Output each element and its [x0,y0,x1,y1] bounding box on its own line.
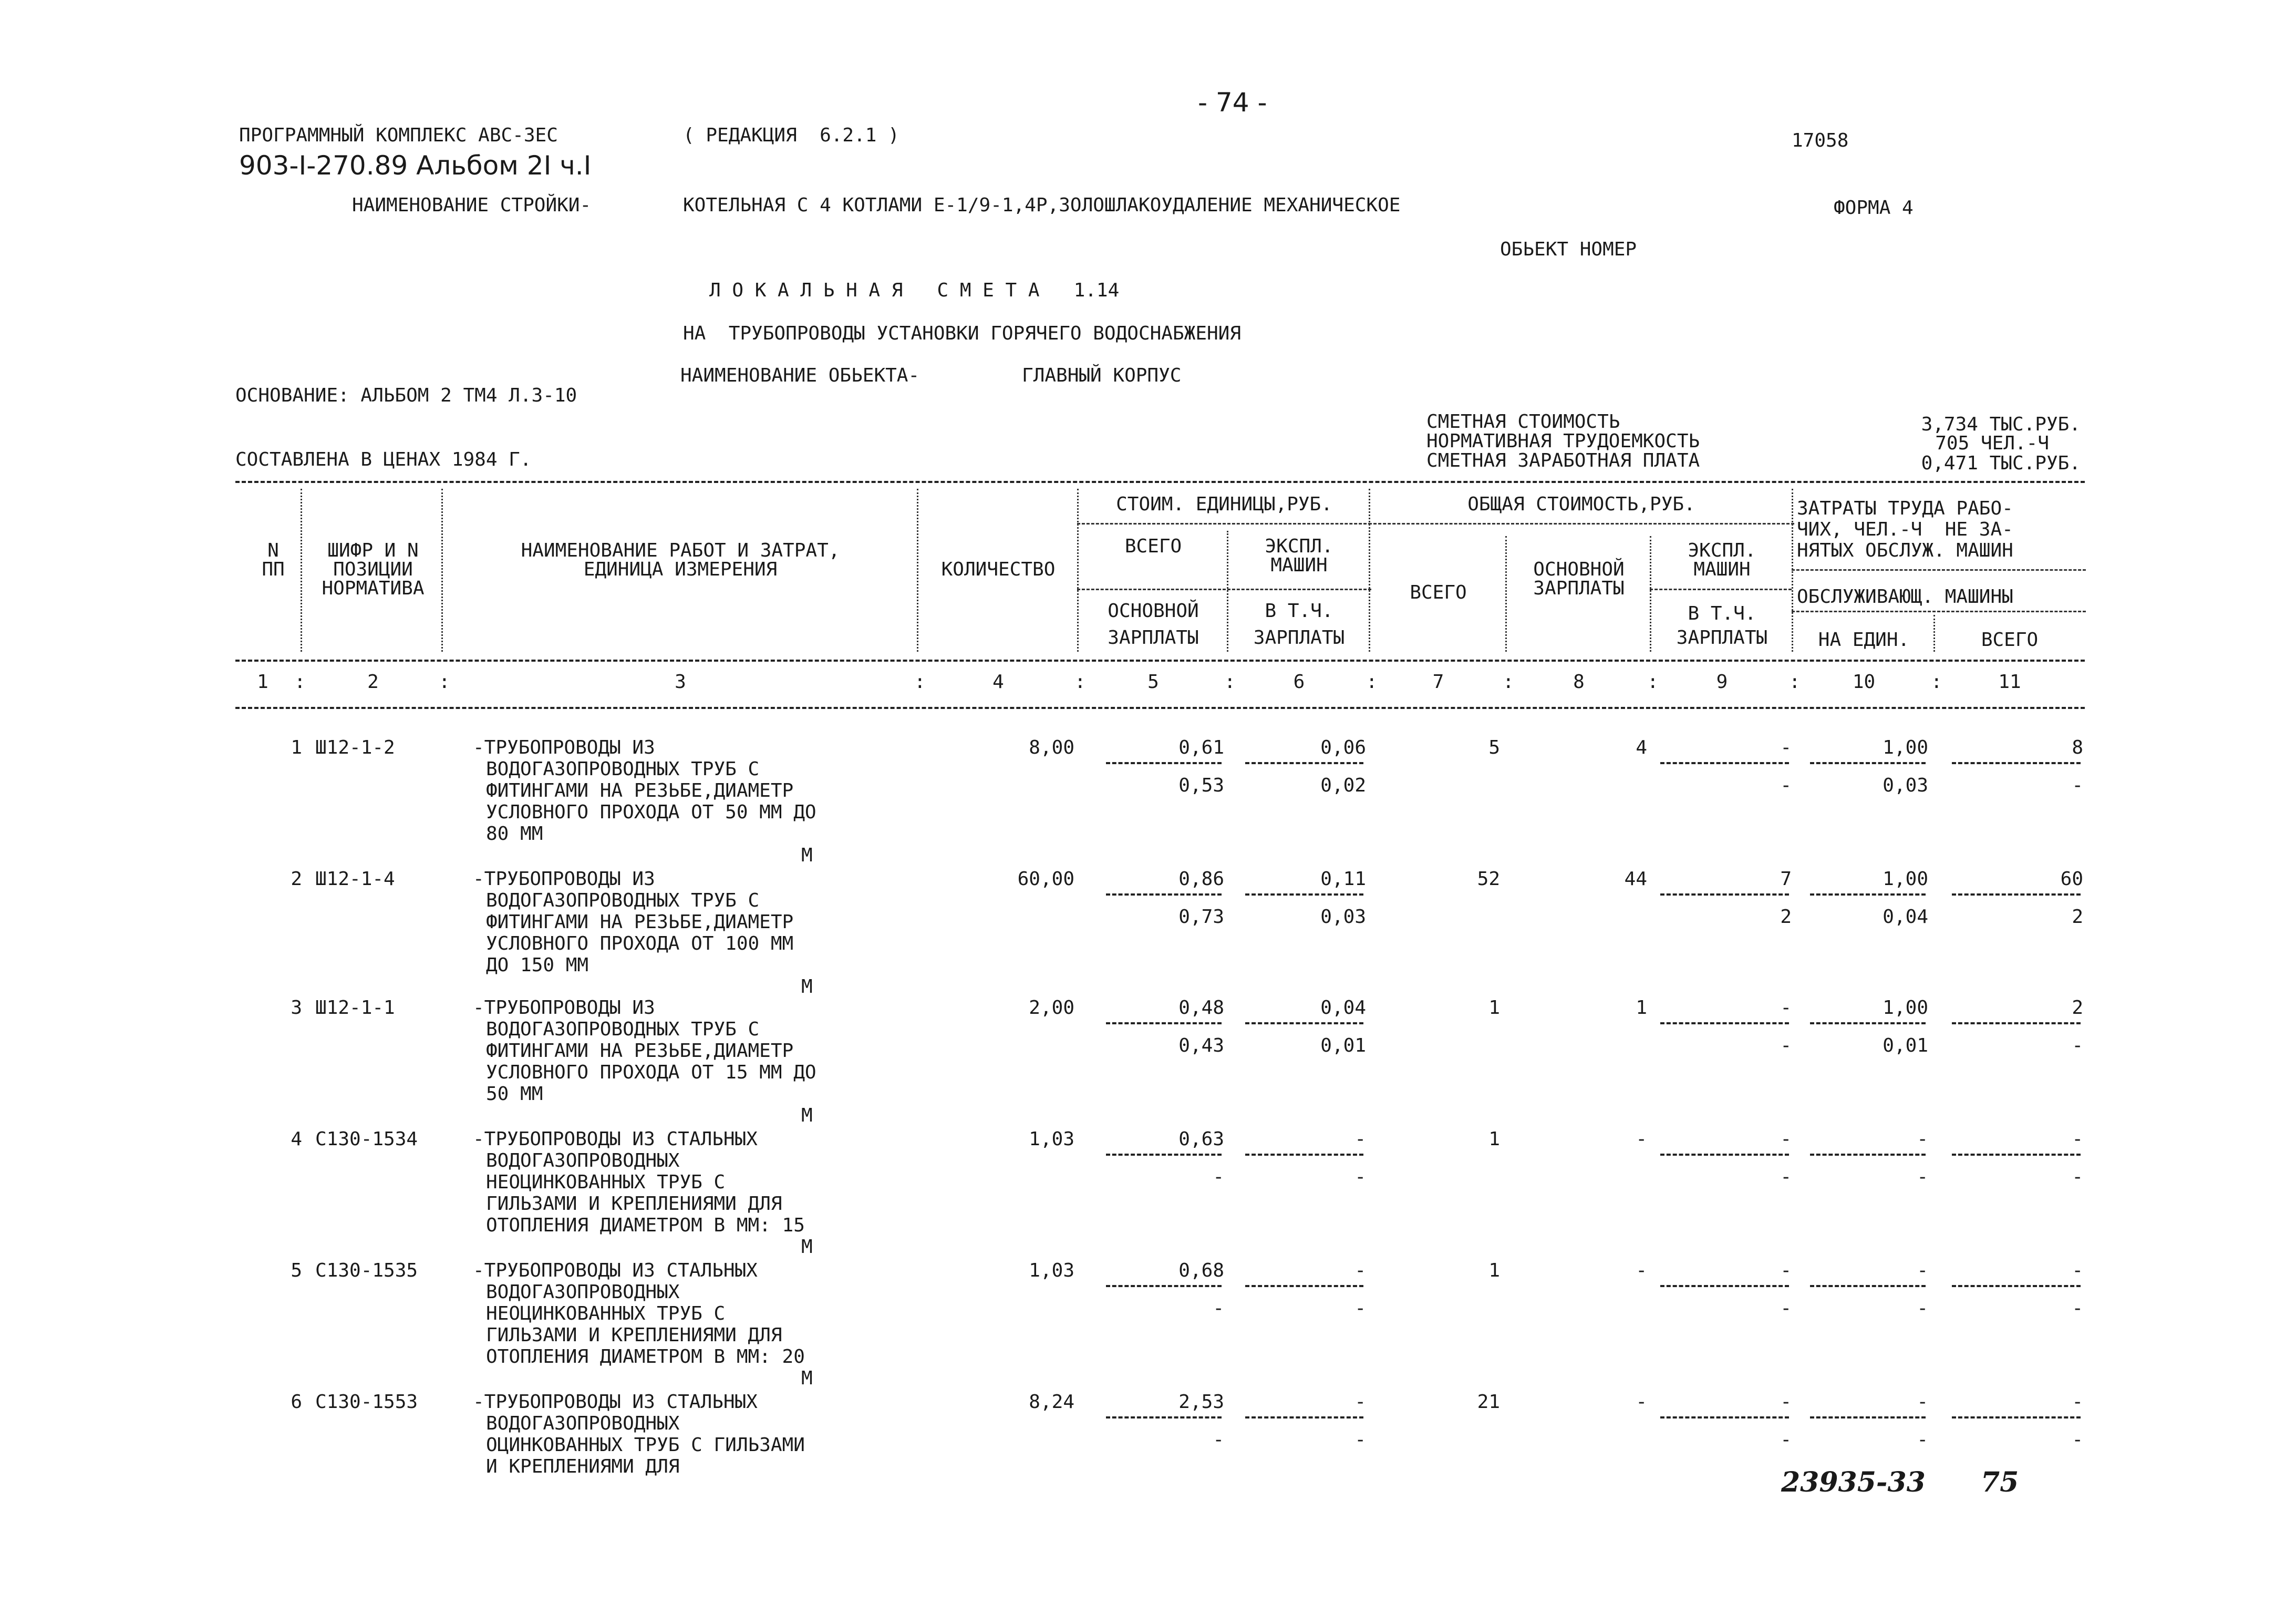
cell-divider [1660,1285,1789,1287]
row-code: Ш12-1-4 [315,868,395,890]
row-total-mach: - [1780,1128,1792,1150]
row-unit-cost-mach: 0,06 [1320,737,1366,758]
row-total-all: 21 [1477,1391,1500,1413]
row-number: 3 [291,997,302,1019]
summary-wage-value: 0,471 ТЫС.РУБ. [1921,453,2081,474]
col-sep [301,489,302,652]
row-labor-total-2: - [2072,775,2083,796]
col-number-sep: : [1647,671,1659,693]
cell-divider [1660,1154,1789,1156]
row-total-mach: 7 [1780,868,1792,890]
col-number-sep: : [1503,671,1514,693]
cell-divider [1810,1416,1926,1418]
row-name-line: ОТОПЛЕНИЯ ДИАМЕТРОМ В ММ: 15 [486,1215,805,1236]
row-name-line: ДО 150 ММ [486,954,589,976]
row-qty: 2,00 [1029,997,1074,1019]
row-total-mach-wage: - [1780,1429,1792,1451]
header-rule [1650,589,1792,590]
row-unit-cost-wage: 0,73 [1178,906,1224,928]
cell-divider [1810,893,1926,896]
row-total-wage: 44 [1624,868,1647,890]
row-code: С130-1534 [315,1128,418,1150]
row-total-wage: - [1636,1260,1647,1281]
col-number-sep: : [1224,671,1236,693]
cell-divider [1952,1022,2081,1024]
row-labor-unit: 1,00 [1883,868,1928,890]
row-name-line: УСЛОВНОГО ПРОХОДА ОТ 50 ММ ДО [486,801,816,823]
row-name-line: ВОДОГАЗОПРОВОДНЫХ [486,1281,680,1303]
header-rule [1792,569,2086,571]
columns-bottom-rule [235,707,2085,709]
footer-page: 75 [1981,1466,2019,1498]
col-number: 4 [992,671,1004,693]
col-sep [1933,615,1935,652]
hdr-unit-mach-wage-2: ЗАРПЛАТЫ [1253,627,1345,649]
hdr-num-1: N [267,540,279,561]
object-label: НАИМЕНОВАНИЕ ОБЬЕКТА- [680,365,920,386]
hdr-num-2: ПП [262,559,285,580]
row-name-line: УСЛОВНОГО ПРОХОДА ОТ 15 ММ ДО [486,1062,816,1083]
row-name-line: -ТРУБОПРОВОДЫ ИЗ СТАЛЬНЫХ [473,1128,758,1150]
hdr-unit-mach-2: МАШИН [1270,554,1328,576]
hdr-labor-unit: НА ЕДИН. [1818,629,1910,651]
row-labor-unit: - [1917,1391,1928,1413]
hdr-unit-wage-1: ОСНОВНОЙ [1108,600,1199,622]
col-number: 2 [367,671,379,693]
row-name-line: ФИТИНГАМИ НА РЕЗЬБЕ,ДИАМЕТР [486,1040,794,1062]
row-unit-cost-mach: 0,11 [1320,868,1366,890]
estimate-title: Л О К А Л Ь Н А Я С М Е Т А 1.14 [709,280,1120,301]
row-labor-total-2: - [2072,1166,2083,1188]
row-labor-total: 2 [2072,997,2083,1019]
row-name-line: И КРЕПЛЕНИЯМИ ДЛЯ [486,1456,680,1477]
row-total-mach-wage: - [1780,775,1792,796]
hdr-labor-1: ЗАТРАТЫ ТРУДА РАБО- [1797,498,2013,519]
col-number: 1 [257,671,268,693]
row-name-line: ОЦИНКОВАННЫХ ТРУБ С ГИЛЬЗАМИ [486,1434,805,1456]
construction-label: НАИМЕНОВАНИЕ СТРОЙКИ- [352,194,592,216]
header-rule [1077,589,1371,590]
row-labor-total-2: 2 [2072,906,2083,928]
col-number-sep: : [1789,671,1801,693]
row-total-all: 1 [1488,1260,1500,1281]
header-rule [1792,611,2086,612]
row-name-line: -ТРУБОПРОВОДЫ ИЗ [473,997,655,1019]
summary-labor-label: НОРМАТИВНАЯ ТРУДОЕМКОСТЬ [1426,430,1700,452]
row-name-line: -ТРУБОПРОВОДЫ ИЗ [473,868,655,890]
row-total-wage: 1 [1636,997,1647,1019]
hdr-total-mach-2: МАШИН [1693,559,1751,580]
row-total-all: 5 [1488,737,1500,758]
row-total-mach-wage: - [1780,1298,1792,1319]
object-name: ГЛАВНЫЙ КОРПУС [1022,365,1182,386]
row-qty: 1,03 [1029,1128,1074,1150]
hdr-labor-total: ВСЕГО [1981,629,2039,651]
hdr-labor-4: ОБСЛУЖИВАЮЩ. МАШИНЫ [1797,586,2013,608]
row-unit-cost-mach-wage: - [1354,1429,1366,1451]
row-name-line: ОТОПЛЕНИЯ ДИАМЕТРОМ В ММ: 20 [486,1346,805,1368]
row-total-all: 1 [1488,1128,1500,1150]
hdr-name-1: НАИМЕНОВАНИЕ РАБОТ И ЗАТРАТ, [521,540,840,561]
row-unit-cost-mach: - [1354,1391,1366,1413]
row-unit-cost-wage: 0,43 [1178,1035,1224,1056]
row-unit-cost-total: 0,86 [1178,868,1224,890]
row-unit-cost-wage: - [1213,1166,1224,1188]
header-bottom-rule [235,660,2085,662]
cell-divider [1660,893,1789,896]
col-sep [1227,531,1228,652]
cell-divider [1106,1022,1222,1024]
row-name-line: НЕОЦИНКОВАННЫХ ТРУБ С [486,1303,726,1324]
col-number-sep: : [1366,671,1378,693]
hdr-name-2: ЕДИНИЦА ИЗМЕРЕНИЯ [583,559,778,580]
cell-divider [1245,1416,1363,1418]
hdr-code-3: НОРМАТИВА [322,578,425,599]
row-total-wage: 4 [1636,737,1647,758]
row-name-line: ВОДОГАЗОПРОВОДНЫХ ТРУБ С [486,1019,760,1040]
row-labor-total: - [2072,1260,2083,1281]
row-unit: М [801,1368,813,1389]
row-labor-unit: - [1917,1260,1928,1281]
row-labor-unit-2: - [1917,1166,1928,1188]
header-rule [1077,523,1371,525]
object-number-label: ОБЬЕКТ НОМЕР [1500,239,1637,260]
row-qty: 8,00 [1029,737,1074,758]
hdr-unit-mach-1: ЭКСПЛ. [1265,536,1333,557]
row-labor-unit-2: - [1917,1298,1928,1319]
hdr-total-mach-1: ЭКСПЛ. [1688,540,1756,561]
hdr-labor-2: ЧИХ, ЧЕЛ.-Ч НЕ ЗА- [1797,519,2013,540]
row-labor-total: 8 [2072,737,2083,758]
row-code: Ш12-1-2 [315,737,395,758]
doc-code: 17058 [1792,130,1849,151]
row-total-wage: - [1636,1128,1647,1150]
row-code: С130-1535 [315,1260,418,1281]
col-number: 9 [1716,671,1728,693]
cell-divider [1106,762,1222,764]
row-total-all: 1 [1488,997,1500,1019]
row-qty: 8,24 [1029,1391,1074,1413]
cell-divider [1952,1416,2081,1418]
hdr-unit-wage-2: ЗАРПЛАТЫ [1108,627,1199,649]
row-number: 4 [291,1128,302,1150]
table-top-rule [235,481,2085,483]
cell-divider [1106,1154,1222,1156]
estimate-subject: НА ТРУБОПРОВОДЫ УСТАНОВКИ ГОРЯЧЕГО ВОДОСНАБЖЕНИЯ [683,323,1242,344]
row-name-line: ФИТИНГАМИ НА РЕЗЬБЕ,ДИАМЕТР [486,780,794,801]
row-unit-cost-total: 2,53 [1178,1391,1224,1413]
row-name-line: ГИЛЬЗАМИ И КРЕПЛЕНИЯМИ ДЛЯ [486,1193,782,1215]
page-number: - 74 - [1198,87,1267,118]
row-name-line: ВОДОГАЗОПРОВОДНЫХ ТРУБ С [486,758,760,780]
cell-divider [1952,762,2081,764]
hdr-total-mach-wage-2: ЗАРПЛАТЫ [1676,627,1768,649]
cell-divider [1106,893,1222,896]
col-sep [1077,489,1079,652]
col-sep [1369,489,1370,652]
row-number: 5 [291,1260,302,1281]
row-labor-total-2: - [2072,1035,2083,1056]
row-unit-cost-total: 0,48 [1178,997,1224,1019]
col-number-sep: : [914,671,926,693]
row-total-wage: - [1636,1391,1647,1413]
summary-cost-label: СМЕТНАЯ СТОИМОСТЬ [1426,411,1620,433]
row-unit-cost-wage: - [1213,1298,1224,1319]
cell-divider [1660,1022,1789,1024]
program-line: ПРОГРАММНЫЙ КОМПЛЕКС АВС-ЗЕС [239,125,558,146]
cell-divider [1106,1285,1222,1287]
album-ref: 903-I-270.89 Альбом 2I ч.I [239,150,592,181]
row-name-line: ГИЛЬЗАМИ И КРЕПЛЕНИЯМИ ДЛЯ [486,1324,782,1346]
col-sep [917,489,918,652]
row-labor-unit-2: 0,01 [1883,1035,1928,1056]
row-name-line: ВОДОГАЗОПРОВОДНЫХ [486,1413,680,1434]
row-unit-cost-mach: 0,04 [1320,997,1366,1019]
row-labor-unit: 1,00 [1883,997,1928,1019]
col-number: 10 [1852,671,1876,693]
cell-divider [1660,762,1789,764]
row-number: 2 [291,868,302,890]
cell-divider [1245,1285,1363,1287]
row-name-line: 80 ММ [486,823,543,845]
cell-divider [1952,1154,2081,1156]
col-sep [1650,536,1651,652]
hdr-unit-cost: СТОИМ. ЕДИНИЦЫ,РУБ. [1116,494,1332,515]
hdr-total-cost: ОБЩАЯ СТОИМОСТЬ,РУБ. [1467,494,1695,515]
edition: ( РЕДАКЦИЯ 6.2.1 ) [683,125,899,146]
row-labor-total-2: - [2072,1298,2083,1319]
row-unit-cost-total: 0,63 [1178,1128,1224,1150]
row-unit-cost-wage: - [1213,1429,1224,1451]
cell-divider [1245,1154,1363,1156]
row-labor-total: - [2072,1128,2083,1150]
hdr-total-mach-wage-1: В Т.Ч. [1688,603,1756,624]
row-number: 6 [291,1391,302,1413]
row-qty: 60,00 [1017,868,1074,890]
row-code: Ш12-1-1 [315,997,395,1019]
row-unit-cost-mach-wage: 0,01 [1320,1035,1366,1056]
hdr-labor-3: НЯТЫХ ОБСЛУЖ. МАШИН [1797,540,2013,561]
construction-name: КОТЕЛЬНАЯ С 4 КОТЛАМИ Е-1/9-1,4Р,ЗОЛОШЛАКОУДАЛЕНИЕ МЕХАНИЧЕСКОЕ [683,194,1401,216]
col-number: 5 [1147,671,1159,693]
row-name-line: УСЛОВНОГО ПРОХОДА ОТ 100 ММ [486,933,794,954]
cell-divider [1106,1416,1222,1418]
summary-cost-value: 3,734 ТЫС.РУБ. [1921,414,2081,435]
hdr-qty: КОЛИЧЕСТВО [941,559,1056,580]
row-unit-cost-total: 0,68 [1178,1260,1224,1281]
col-number: 6 [1293,671,1305,693]
row-total-mach: - [1780,997,1792,1019]
row-unit-cost-mach-wage: - [1354,1166,1366,1188]
row-unit-cost-mach-wage: 0,03 [1320,906,1366,928]
row-labor-total-2: - [2072,1429,2083,1451]
col-number-sep: : [1074,671,1086,693]
col-number-sep: : [1931,671,1942,693]
row-unit-cost-total: 0,61 [1178,737,1224,758]
row-unit-cost-mach-wage: - [1354,1298,1366,1319]
cell-divider [1810,1022,1926,1024]
hdr-code-2: ПОЗИЦИИ [333,559,413,580]
basis: ОСНОВАНИЕ: АЛЬБОМ 2 ТМ4 Л.3-10 [235,385,577,406]
col-number: 8 [1573,671,1585,693]
summary-labor-value: 705 ЧЕЛ.-Ч [1935,433,2049,454]
row-name-line: -ТРУБОПРОВОДЫ ИЗ СТАЛЬНЫХ [473,1260,758,1281]
row-name-line: НЕОЦИНКОВАННЫХ ТРУБ С [486,1171,726,1193]
row-name-line: -ТРУБОПРОВОДЫ ИЗ [473,737,655,758]
cell-divider [1810,762,1926,764]
cell-divider [1660,1416,1789,1418]
row-total-mach-wage: - [1780,1166,1792,1188]
cell-divider [1245,762,1363,764]
row-labor-unit: 1,00 [1883,737,1928,758]
row-unit: М [801,976,813,998]
footer-code: 23935-33 [1781,1466,1926,1498]
row-name-line: -ТРУБОПРОВОДЫ ИЗ СТАЛЬНЫХ [473,1391,758,1413]
prices: СОСТАВЛЕНА В ЦЕНАХ 1984 Г. [235,449,532,470]
col-number-sep: : [294,671,306,693]
row-qty: 1,03 [1029,1260,1074,1281]
form-label: ФОРМА 4 [1834,197,1914,219]
row-labor-unit-2: - [1917,1429,1928,1451]
cell-divider [1952,893,2081,896]
row-unit-cost-mach: - [1354,1128,1366,1150]
hdr-total-wage-2: ЗАРПЛАТЫ [1533,578,1625,599]
row-labor-unit: - [1917,1128,1928,1150]
row-name-line: 50 ММ [486,1083,543,1105]
row-labor-total: 60 [2060,868,2083,890]
hdr-unit-total: ВСЕГО [1124,536,1182,557]
row-name-line: ВОДОГАЗОПРОВОДНЫХ [486,1150,680,1171]
row-unit: М [801,845,813,866]
cell-divider [1952,1285,2081,1287]
row-number: 1 [291,737,302,758]
row-labor-unit-2: 0,04 [1883,906,1928,928]
cell-divider [1245,1022,1363,1024]
row-name-line: ВОДОГАЗОПРОВОДНЫХ ТРУБ С [486,890,760,911]
header-rule [1369,523,1794,525]
hdr-total-all: ВСЕГО [1410,582,1467,603]
col-number: 11 [1998,671,2021,693]
row-total-mach: - [1780,737,1792,758]
row-unit-cost-wage: 0,53 [1178,775,1224,796]
cell-divider [1245,893,1363,896]
row-total-mach: - [1780,1260,1792,1281]
row-unit-cost-mach: - [1354,1260,1366,1281]
col-sep [1505,536,1507,652]
row-unit: М [801,1105,813,1126]
cell-divider [1810,1285,1926,1287]
row-labor-total: - [2072,1391,2083,1413]
col-number-sep: : [439,671,450,693]
row-total-all: 52 [1477,868,1500,890]
col-number: 3 [675,671,686,693]
hdr-unit-mach-wage-1: В Т.Ч. [1265,600,1333,622]
cell-divider [1810,1154,1926,1156]
row-name-line: ФИТИНГАМИ НА РЕЗЬБЕ,ДИАМЕТР [486,911,794,933]
row-code: С130-1553 [315,1391,418,1413]
col-sep [441,489,443,652]
row-total-mach-wage: - [1780,1035,1792,1056]
col-number: 7 [1432,671,1444,693]
hdr-total-wage-1: ОСНОВНОЙ [1533,559,1625,580]
row-total-mach-wage: 2 [1780,906,1792,928]
row-labor-unit-2: 0,03 [1883,775,1928,796]
summary-wage-label: СМЕТНАЯ ЗАРАБОТНАЯ ПЛАТА [1426,450,1700,471]
row-total-mach: - [1780,1391,1792,1413]
row-unit: М [801,1236,813,1258]
row-unit-cost-mach-wage: 0,02 [1320,775,1366,796]
hdr-code-1: ШИФР И N [327,540,419,561]
